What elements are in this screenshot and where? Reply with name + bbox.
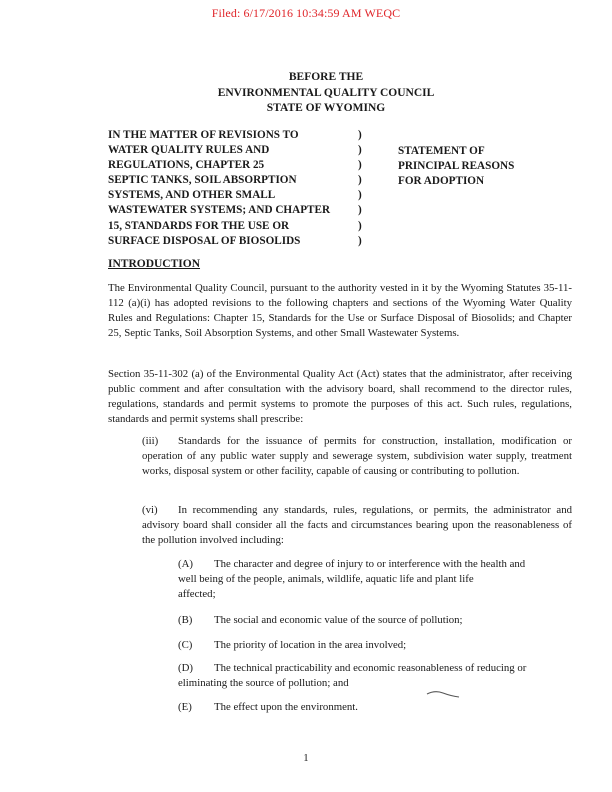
sub-text: affected; (178, 588, 216, 601)
paren: ) (358, 219, 362, 232)
page-number: 1 (303, 752, 309, 764)
sub-marker: (A) (178, 558, 193, 570)
filed-stamp: Filed: 6/17/2016 10:34:59 AM WEQC (211, 6, 401, 20)
statement-line: STATEMENT OF (398, 145, 485, 157)
paren: ) (358, 204, 362, 217)
matter-line: IN THE MATTER OF REVISIONS TO (108, 129, 299, 141)
item-text: Standards for the issuance of permits for construction, installation, modification or operation of any public water supply and sewerage system, subdivision water supply, treatment works, disposal system or other facility, capable of causing or contributing to pollution. (142, 435, 572, 478)
caption-parentheses (358, 128, 368, 249)
item-marker: (vi) (142, 504, 158, 516)
statement-line: FOR ADOPTION (398, 175, 485, 188)
matter-line: WASTEWATER SYSTEMS; AND CHAPTER (108, 204, 331, 217)
statement-title (398, 144, 558, 189)
caption-line-3: STATE OF WYOMING (266, 102, 386, 114)
statute-paragraph: Section 35-11-302 (a) of the Environmental Quality Act (Act) states that the administrator, after receiving public comment and after consultation with the advisory board, shall recommend to the director rules, regulations, standards and permit systems to promote the purposes of this act. Such rules, regulations, standards and permit systems shall prescribe: (108, 368, 572, 426)
sub-marker: (B) (178, 614, 193, 626)
sub-text: well being of the people, animals, wildlife, aquatic life and plant life (178, 573, 474, 586)
caption-heading (0, 70, 612, 117)
sub-text: eliminating the source of pollution; and (178, 677, 349, 690)
sub-item-a (178, 557, 572, 602)
item-vi (142, 503, 572, 548)
paren: ) (358, 174, 362, 187)
sub-item-e (178, 700, 572, 715)
sub-text: The technical practicability and economic reasonableness of reducing or (214, 662, 527, 674)
sub-text: The character and degree of injury to or interference with the health and (214, 558, 526, 570)
sub-item-c (178, 638, 572, 653)
paren: ) (358, 234, 362, 247)
caption-line-1: BEFORE THE (288, 71, 364, 83)
caption-line-2: ENVIRONMENTAL QUALITY COUNCIL (217, 86, 435, 99)
item-iii (142, 434, 572, 479)
matter-title (108, 128, 348, 249)
intro-paragraph: The Environmental Quality Council, pursuant to the authority vested in it by the Wyoming Statutes 35-11-112 (a)(i) has adopted revisions to the following chapters and sections of the Wyoming Water Quality Rules and Regulations: Chapter 15, Standards for the Use or Surface Disposal of Biosolids; and Chapter 25, Septic Tanks, Soil Absorption Systems, and other Small Wastewater Systems. (108, 282, 572, 340)
item-marker: (iii) (142, 435, 159, 447)
sub-marker: (C) (178, 639, 193, 651)
matter-line: WATER QUALITY RULES AND (108, 144, 270, 157)
section-heading: INTRODUCTION (108, 258, 201, 270)
paren: ) (358, 189, 362, 202)
matter-line: REGULATIONS, CHAPTER 25 (108, 159, 265, 172)
sub-text: The priority of location in the area involved; (214, 639, 407, 651)
sub-item-d (178, 661, 572, 691)
matter-line: SEPTIC TANKS, SOIL ABSORPTION (108, 174, 297, 187)
sub-text: The effect upon the environment. (214, 701, 359, 713)
matter-line: SURFACE DISPOSAL OF BIOSOLIDS (108, 234, 301, 247)
sub-marker: (D) (178, 662, 193, 674)
statement-line: PRINCIPAL REASONS (398, 160, 515, 173)
matter-line: SYSTEMS, AND OTHER SMALL (108, 189, 276, 202)
sub-text: The social and economic value of the source of pollution; (214, 614, 463, 626)
sub-item-b (178, 613, 572, 628)
paren: ) (358, 159, 362, 172)
paren: ) (358, 129, 362, 141)
sub-marker: (E) (178, 701, 192, 713)
matter-line: 15, STANDARDS FOR THE USE OR (108, 219, 290, 232)
paren: ) (358, 144, 362, 157)
item-text: In recommending any standards, rules, regulations, or permits, the administrator and advisory board shall consider all the facts and circumstances bearing upon the reasonableness of the pollution involved including: (142, 504, 572, 547)
